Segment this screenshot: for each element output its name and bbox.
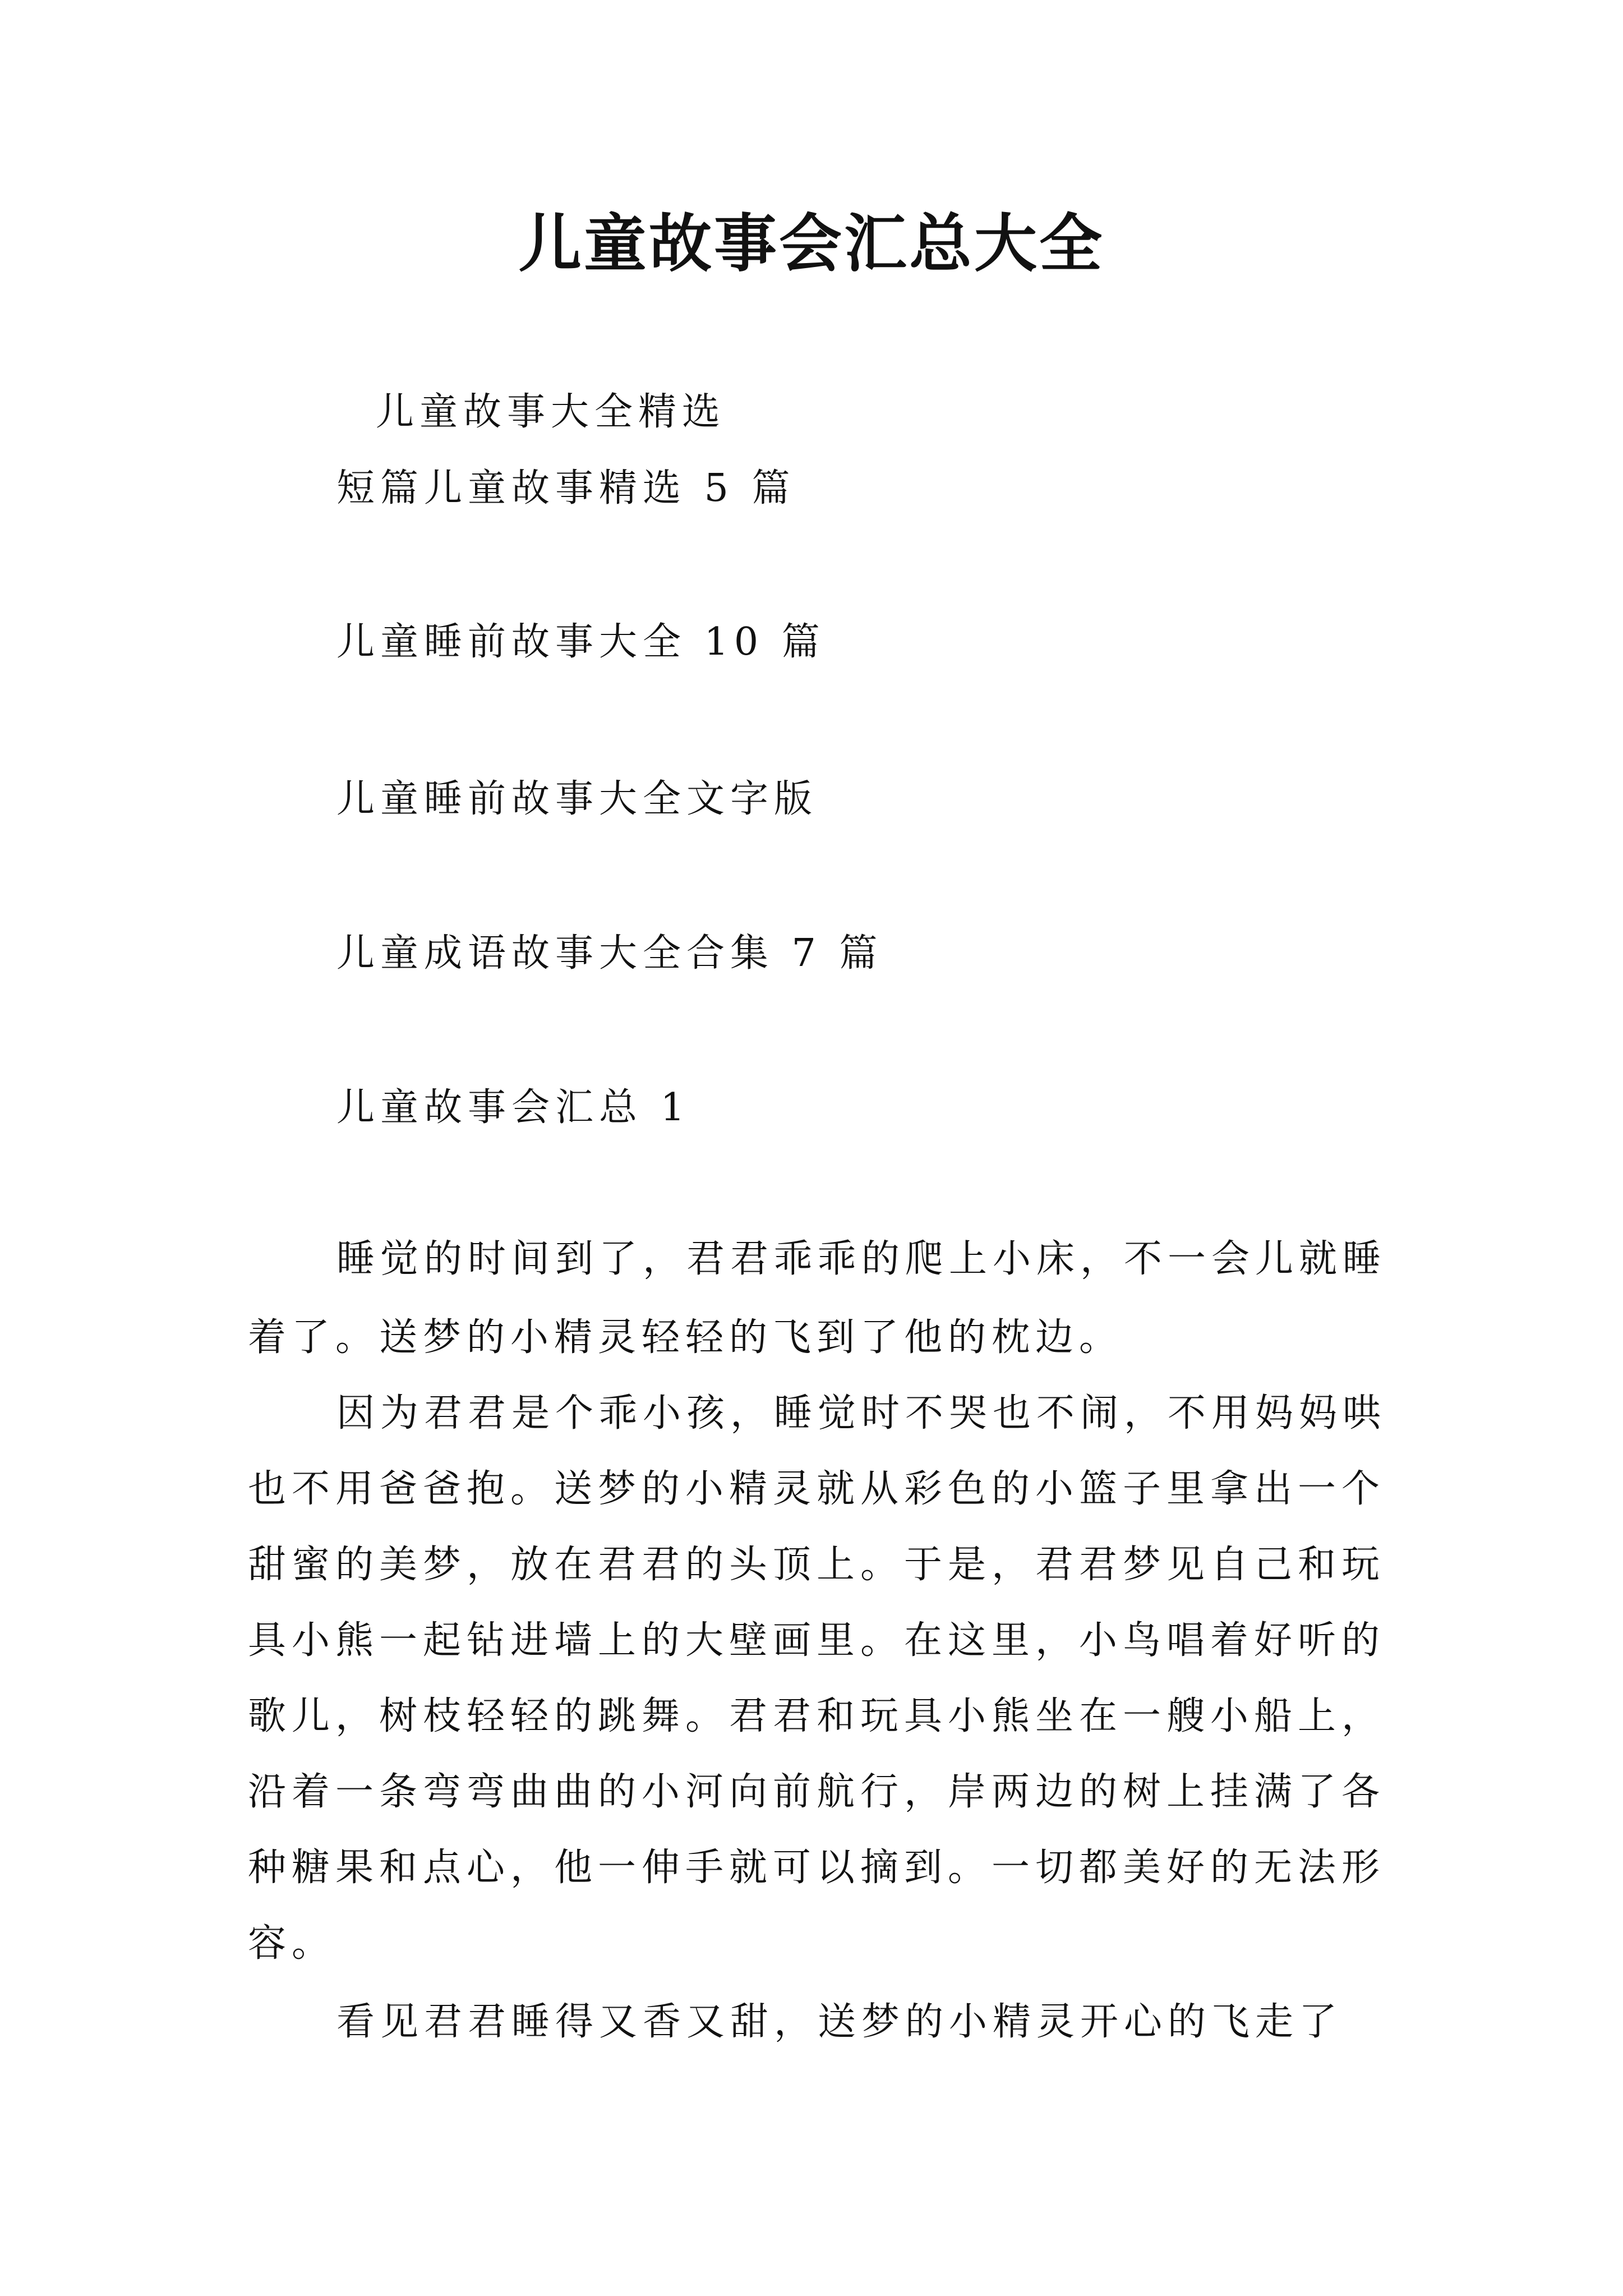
body-line: 睡觉的时间到了，君君乖乖的爬上小床，不一会儿就睡 <box>336 1237 1387 1281</box>
toc-item-4: 儿童睡前故事大全文字版 <box>336 777 818 821</box>
toc-item-1: 儿童故事大全精选 <box>376 390 726 434</box>
body-line: 着了。送梦的小精灵轻轻的飞到了他的枕边。 <box>248 1315 1123 1360</box>
toc-item-2: 短篇儿童故事精选 5 篇 <box>336 466 796 510</box>
body-line: 容。 <box>248 1921 336 1966</box>
body-line: 种糖果和点心，他一伸手就可以摘到。一切都美好的无法形 <box>248 1846 1386 1890</box>
body-line: 具小熊一起钻进墙上的大壁画里。在这里，小鸟唱着好听的 <box>248 1618 1386 1663</box>
body-line: 沿着一条弯弯曲曲的小河向前航行，岸两边的树上挂满了各 <box>248 1770 1386 1814</box>
body-line: 看见君君睡得又香又甜，送梦的小精灵开心的飞走了 <box>336 2000 1343 2044</box>
body-line: 因为君君是个乖小孩，睡觉时不哭也不闹，不用妈妈哄 <box>336 1391 1387 1435</box>
toc-item-5: 儿童成语故事大全合集 7 篇 <box>336 931 883 976</box>
body-line: 甜蜜的美梦，放在君君的头顶上。于是，君君梦见自己和玩 <box>248 1543 1386 1587</box>
document-title: 儿童故事会汇总大全 <box>519 207 1104 280</box>
body-line: 也不用爸爸抱。送梦的小精灵就从彩色的小篮子里拿出一个 <box>248 1467 1386 1511</box>
body-line: 歌儿，树枝轻轻的跳舞。君君和玩具小熊坐在一艘小船上， <box>248 1694 1386 1738</box>
toc-item-3: 儿童睡前故事大全 10 篇 <box>336 620 826 664</box>
toc-item-6: 儿童故事会汇总 1 <box>336 1085 690 1130</box>
